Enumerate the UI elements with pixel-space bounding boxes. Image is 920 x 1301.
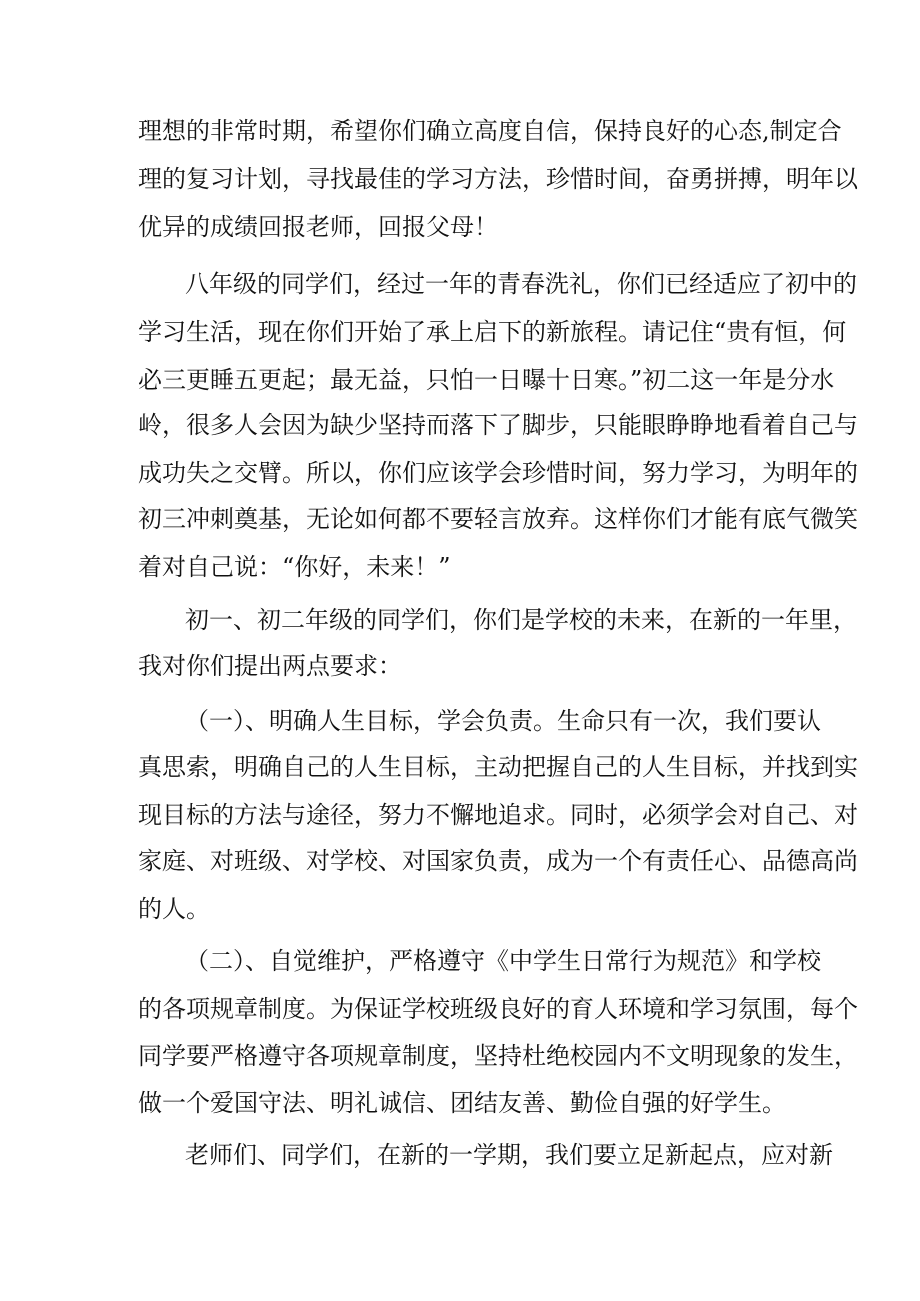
text-line: 现目标的方法与途径，努力不懈地追求。同时，必须学会对自己、对: [138, 801, 858, 829]
text-line: 真思索，明确自己的人生目标，主动把握自己的人生目标，并找到实: [138, 753, 858, 781]
text-line: （一）、明确人生目标，学会负责。生命只有一次，我们要认: [185, 707, 821, 735]
text-line: 同学要严格遵守各项规章制度，坚持杜绝校园内不文明现象的发生，: [138, 1042, 858, 1070]
text-line: 着对自己说：“你好，未来！”: [138, 553, 451, 581]
text-line: 成功失之交臂。所以，你们应该学会珍惜时间，努力学习，为明年的: [138, 459, 858, 487]
text-line: 八年级的同学们，经过一年的青春洗礼，你们已经适应了初中的: [185, 270, 857, 298]
text-line: 做一个爱国守法、明礼诚信、团结友善、勤俭自强的好学生。: [138, 1089, 786, 1117]
text-line: 初三冲刺奠基，无论如何都不要轻言放弃。这样你们才能有底气微笑: [138, 505, 858, 533]
text-line: 的人。: [138, 895, 210, 923]
text-line: 必三更睡五更起；最无益，只怕一日曝十日寒。”初二这一年是分水: [138, 366, 835, 394]
text-line: 岭，很多人会因为缺少坚持而落下了脚步，只能眼睁睁地看着自己与: [138, 411, 858, 439]
text-line: 优异的成绩回报老师，回报父母！: [138, 213, 498, 241]
text-line: 理的复习计划，寻找最佳的学习方法，珍惜时间，奋勇拼搏，明年以: [138, 165, 858, 193]
text-line: 我对你们提出两点要求：: [138, 652, 402, 680]
text-line: 老师们、同学们，在新的一学期，我们要立足新起点，应对新: [185, 1141, 833, 1169]
text-line: 家庭、对班级、对学校、对国家负责，成为一个有责任心、品德高尚: [138, 847, 858, 875]
text-line: 的各项规章制度。为保证学校班级良好的育人环境和学习氛围，每个: [138, 995, 858, 1023]
text-line: 理想的非常时期，希望你们确立高度自信，保持良好的心态,制定合: [138, 117, 842, 145]
text-line: （二）、自觉维护，严格遵守《中学生日常行为规范》和学校: [185, 947, 821, 975]
text-line: 学习生活，现在你们开始了承上启下的新旅程。请记住“贵有恒，何: [138, 318, 847, 346]
text-line: 初一、初二年级的同学们，你们是学校的未来，在新的一年里，: [185, 606, 857, 634]
